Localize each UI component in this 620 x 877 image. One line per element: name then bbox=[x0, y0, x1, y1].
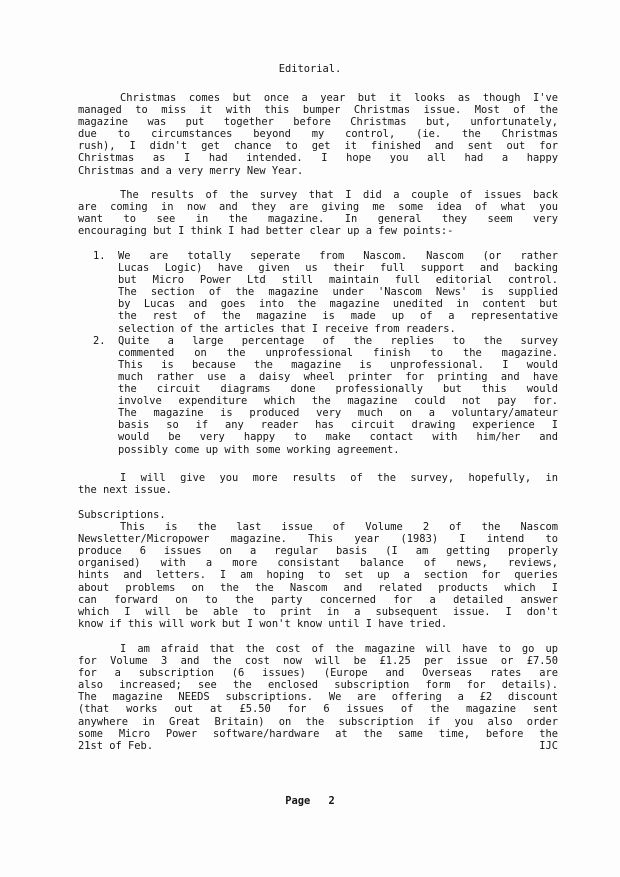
text-line: The magazine NEEDS subscriptions. We are offering a £2 discount bbox=[78, 691, 558, 704]
text-line: (that works out at £5.50 for 6 issues of the magazine sent bbox=[78, 703, 558, 716]
text-line: for Volume 3 and the cost now will be £1.25 per issue or £7.50 bbox=[78, 655, 558, 668]
text-line: which I will be able to print in a subsequent issue. I don't bbox=[78, 605, 558, 618]
text-line: organised) with a more consistant balance of news, reviews, bbox=[78, 557, 558, 570]
points-list bbox=[93, 250, 558, 456]
text-line: Newsletter/Micropower magazine. This year (1983) I intend to bbox=[78, 533, 558, 546]
text-line: Lucas Logic) have given us their full support and backing bbox=[118, 262, 558, 275]
page-number: 2 bbox=[328, 795, 335, 807]
text-line: commented on the unprofessional finish to the magazine. bbox=[118, 346, 558, 359]
text-line: managed to miss it with this bumper Christmas issue. Most of the bbox=[78, 104, 558, 117]
text-line: but Micro Power Ltd still maintain full editorial control. bbox=[118, 274, 558, 287]
text-line: due to circumstances beyond my control, (ie. the Christmas bbox=[78, 128, 558, 141]
text-line: by Lucas and goes into the magazine unedited in content but bbox=[118, 298, 558, 311]
text-line: selection of the articles that I receive from readers. bbox=[118, 322, 456, 335]
paragraph-more-results bbox=[78, 472, 558, 496]
text-line: anywhere in Great Britain) on the subscription if you also order bbox=[78, 715, 558, 728]
text-line: involve expenditure which the magazine could not pay for. bbox=[118, 395, 558, 408]
text-line: also increased; see the enclosed subscription form for details). bbox=[78, 679, 558, 692]
paragraph-christmas bbox=[78, 92, 558, 177]
text-line: the circuit diagrams done professionally but this would bbox=[118, 383, 558, 396]
text-line: want to see in the magazine. In general they seem very bbox=[78, 213, 558, 226]
text-line: encouraging but I think I had better clear up a few points:- bbox=[78, 225, 454, 238]
text-line: 21st of Feb. bbox=[78, 739, 154, 752]
page-title: Editorial. bbox=[278, 63, 342, 75]
text-line: the next issue. bbox=[78, 484, 172, 497]
text-line: some Micro Power software/hardware at the same time, before the bbox=[78, 727, 558, 740]
list-item bbox=[93, 250, 558, 335]
text-line: Christmas and a very merry New Year. bbox=[78, 164, 304, 177]
text-line: for a subscription (6 issues) (Europe and Overseas rates are bbox=[78, 667, 558, 680]
text-line: are coming in now and they are giving me some idea of what you bbox=[78, 201, 558, 214]
list-item bbox=[93, 335, 558, 456]
text-line: basis so if any reader has circuit drawing experience I bbox=[118, 419, 558, 432]
text-line: hints and letters. I am hoping to set up a section for queries bbox=[78, 569, 558, 582]
paragraph-cost bbox=[78, 643, 558, 752]
text-line: This is because the magazine is unprofessional. I would bbox=[118, 358, 558, 371]
text-line: I am afraid that the cost of the magazine will have to go up bbox=[120, 643, 558, 655]
text-line: rush), I didn't get chance to get it finished and sent out for bbox=[78, 140, 558, 153]
text-line: know if this will work but I won't know until I have tried. bbox=[78, 617, 448, 630]
text-line: the rest of the magazine is made up of a representative bbox=[118, 310, 558, 323]
section-heading: Subscriptions. bbox=[78, 509, 166, 521]
text-line: We are totally seperate from Nascom. Nascom (or rather bbox=[118, 250, 558, 262]
text-line: much rather use a daisy wheel printer for printing and have bbox=[118, 370, 558, 383]
text-line: produce 6 issues on a regular basis (I am getting properly bbox=[78, 545, 558, 558]
text-line: The section of the magazine under 'Nascom News' is supplied bbox=[118, 286, 558, 299]
text-line: about problems on the the Nascom and related products which I bbox=[78, 581, 558, 594]
text-line: Quite a large percentage of the replies to the survey bbox=[118, 334, 558, 347]
list-number: 1. bbox=[93, 250, 106, 262]
text-line: The results of the survey that I did a couple of issues back bbox=[120, 189, 558, 201]
text-line: I will give you more results of the survey, hopefully, in bbox=[120, 472, 558, 484]
text-line: The magazine is produced very much on a voluntary/amateur bbox=[118, 407, 558, 420]
text-line: This is the last issue of Volume 2 of the Nascom bbox=[120, 521, 558, 534]
text-line: Christmas as I had intended. I hope you all had a happy bbox=[78, 152, 558, 165]
list-number: 2. bbox=[93, 334, 106, 347]
text-line: would be very happy to make contact with him/her and bbox=[118, 431, 558, 444]
paragraph-survey bbox=[78, 189, 558, 237]
author-signature: IJC bbox=[539, 739, 558, 752]
page-footer bbox=[0, 795, 620, 807]
text-line: magazine was put together before Christmas but, unfortunately, bbox=[78, 116, 558, 129]
text-line: can forward on to the party concerned for a detailed answer bbox=[78, 593, 558, 606]
subscriptions-section bbox=[78, 509, 558, 630]
page-label: Page bbox=[285, 795, 311, 807]
text-line: possibly come up with some working agreement. bbox=[118, 443, 400, 456]
text-line: Christmas comes but once a year but it looks as though I've bbox=[120, 92, 558, 104]
